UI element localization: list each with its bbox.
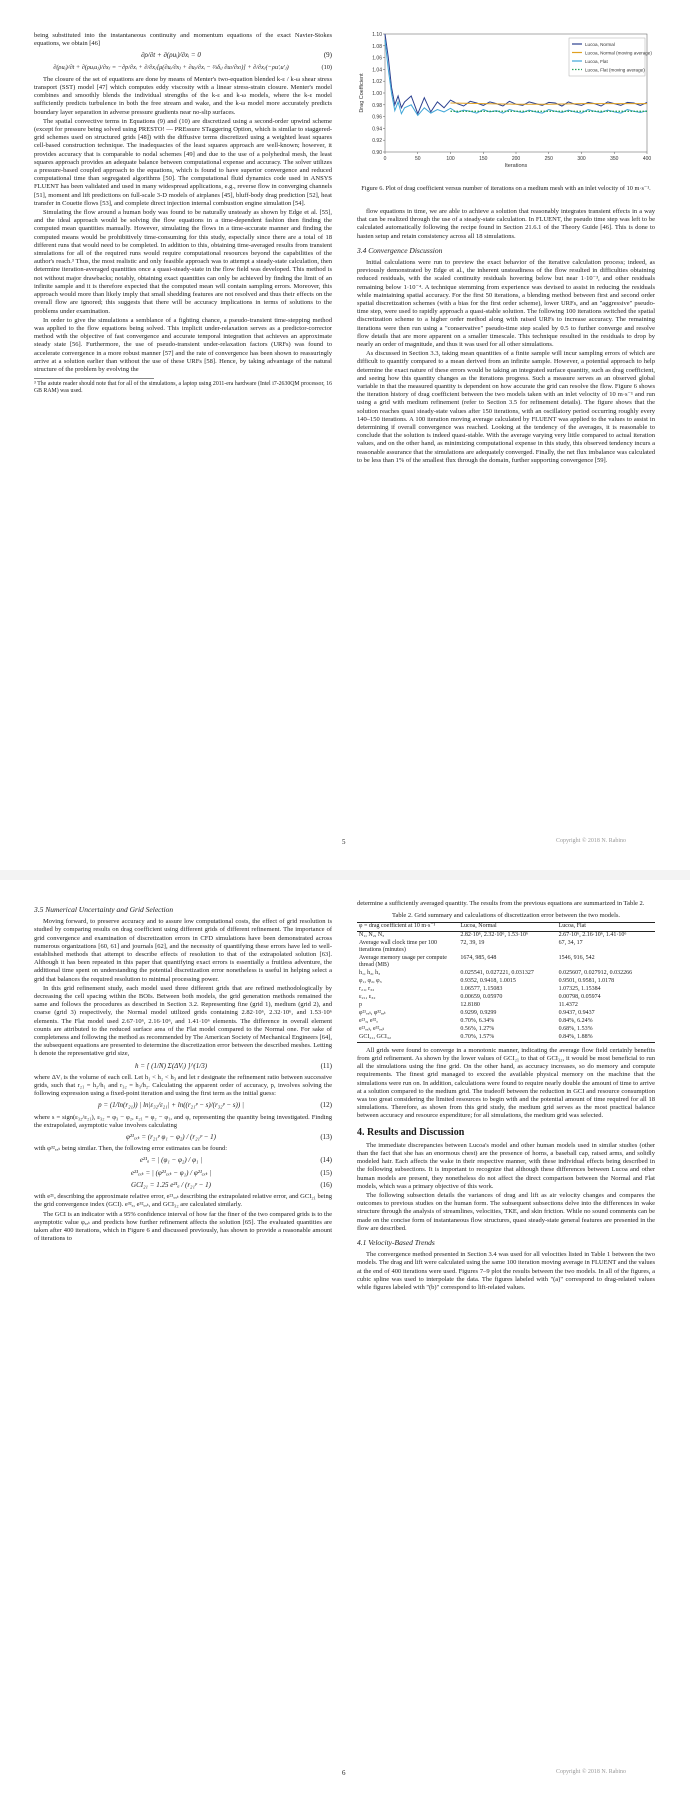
y-tick-label: 1.10: [372, 32, 382, 38]
equation-number: (16): [320, 1180, 332, 1189]
x-tick-label: 0: [383, 156, 387, 162]
x-tick-label: 100: [446, 156, 455, 162]
equation-body: GCI₂₁ = 1.25 e²¹ₐ / (r₂₁ᵖ − 1): [131, 1180, 211, 1189]
table-header-row: [357, 922, 655, 931]
left-column: [34, 900, 332, 1244]
y-axis-label: Drag Coefficient: [359, 73, 365, 113]
section-heading: 4. Results and Discussion: [357, 1126, 465, 1138]
equation-body: e²¹ₐ = | (φ₁ − φ₂) / φ₁ |: [139, 1156, 203, 1165]
table-row-label: φ₁, φ₂, φ₃: [359, 978, 382, 985]
y-tick-label: 0.92: [372, 138, 382, 145]
table-row: [357, 955, 655, 970]
paragraph: Simulating the flow around a human body was found to be naturally unsteady as shown by Edge et al. [55], and the ideal approach would be solving the flow equations in a time-dependent fashion then finding the computed mean quantities manually. However, simulating the flows in a time-accurate manner and finding the computed means would be prohibitively time-consuming for this study, especially since there are a total of 18 different runs that would need to be completed. In addition to this, obtaining time-averaged results from transient simulations for all of the required runs would require computational resources beyond the capabilities of the author's reach.³ Thus, the most realistic and only feasible approach was to attempt a steady-state calculation, then determine iteration-averaged quantities once a quasi-steady-state in the flow field was developed. This method is not without major drawbacks; notably, obtaining exact quantities can only be achieved by finding the limit of an infinite sample and it is therefore expected that the computed mean will contain sampling errors. Moreover, this approach would more than likely imply that small shedding features are not resolved and thus their effects on the overall flow are ignored; this suggests that there will be accuracy implications in terms of solutions to the problems under examination.: [34, 209, 332, 315]
section-heading: 4.1 Velocity-Based Trends: [357, 1238, 435, 1248]
paragraph: being substituted into the instantaneous continuity and momentum equations of the exact Navier-Stokes equations, we obtain [46]: [34, 32, 332, 48]
drag-coefficient-chart: [357, 30, 655, 178]
y-tick-label: 1.06: [372, 55, 382, 62]
paragraph: The convergence method presented in Section 3.4 was used for all velocities listed in Table 1 between the two models. The drag and lift were calculated using the same 100 iteration moving average in FLUENT and the values at the end of 400 iterations were used. Figures 7–9 plot the results between the two models. In all of the figures, a cubic spline was used to interpolate the data. The figures labeled with "(a)" correspond to drag-related values while figures labeled with "(b)" correspond to lift-related values.: [357, 1251, 655, 1292]
paragraph: determine a sufficiently averaged quantity. The results from the previous equations are summarized in Table 2.: [357, 900, 645, 907]
table-row-label: GCI₂₁, GCI₃₂: [357, 1034, 458, 1043]
paragraph: flow equations in time, we are able to achieve a solution that reasonably integrates transient effects in a way that can be realized through the use of a steady-state calculation. In FLUENT, the pseudo time step was left to be calculated automatically following the recipe found in Section 21.6.1 of the Theory Guide [46]. This is done to hasten setup and retain consistency across all 18 simulations.: [357, 208, 655, 240]
series-line-2: [451, 103, 648, 104]
right-column: [357, 900, 655, 1293]
table-header: Lucoa, Normal: [458, 922, 556, 931]
x-tick-label: 300: [577, 156, 586, 162]
equation-number: (10): [321, 63, 332, 71]
equation-9: [34, 51, 332, 59]
right-column: [357, 208, 655, 466]
table-row-label: h₁, h₂, h₃: [359, 970, 381, 977]
equation-15: [34, 1169, 332, 1177]
table-row-label: N₁, N₂, N₃: [359, 932, 385, 939]
table-cell: 0.9299, 0.9299: [460, 1010, 497, 1017]
equation-number: (15): [320, 1168, 332, 1177]
paragraph: The following subsection details the variances of drag and lift as air velocity changes and compares the outcomes to previous studies on the human form. The subsequent subsections delve into the differences in wake structure through the analysis of streamlines, velocities, TKE, and skin friction. While no sound comments can be made on the concise form of instantaneous flow structures, quasi steady-state general features are presented in the flow are described.: [357, 1192, 655, 1232]
grid-summary-table: [357, 922, 655, 1043]
paragraph: The spatial convective terms in Equations (9) and (10) are discretized using a second-order upwind scheme (except for pressure being solved using PRESTO! — PREssure STaggering Option, which is similar to staggered-grid schemes used on structured grids [48]) with the diffusive terms discretized using a weighted least squares cell-based construction technique. The inadequacies of the least squares approach are well-known; however, it provides accuracy that is comparable to nodal schemes [49] and due to the use of a polyhedral mesh, the least squares approach provides an adequate balance between computational expense and accuracy. The solver utilizes a pressure-based coupled approach to the equations, which is found to have superior convergence and reduced computational time than segregated algorithms [50]. The computational fluid dynamics code used in ANSYS FLUENT has been validated and used in many widespread applications, e.g., reverse flow in converging channels [51], moment and lift predictions on full-scale 3-D models of airplanes [45], bluff-body drag prediction [52], heat transfer in Couette flows [53], and complete direct injection internal combustion engine simulation [54].: [34, 117, 332, 207]
table-cell: 1546, 916, 542: [558, 955, 595, 962]
equation-number: (9): [323, 51, 332, 60]
paragraph: Initial calculations were run to preview the exact behavior of the iterative calculation process; indeed, as previously demonstrated by Edge et al., the inherent unsteadiness of the flow resulted in difficulties obtaining reduced residuals, with the scaled continuity residuals hovering below but near 1·10⁻³, and other residuals remaining below 1·10⁻⁴. A technique stemming from experience was devised to assist in reducing the residuals while maintaining spatial accuracy. For the first 50 iterations, a blending method between first and second order spatial discretization schemes (with a bias for the first order scheme), lower URFs, and an "aggressive" pseudo-time step, were used to rapidly approach a quasi-stable solution. The following 100 iterations switched the spatial discretization scheme to a higher order method along with raised URFs to increase accuracy. The remaining iterations were then run using a "conservative" pseudo-time step scaled by 0.5 to further converge and resolve flow details that are more apparent on a smaller timescale. This technique resulted in the residuals to drop by nearly an order of magnitude, and thus it was used for all other simulations.: [357, 259, 655, 349]
table-row: [357, 940, 655, 955]
table-row: [357, 994, 655, 1002]
equation-12: [34, 1101, 332, 1109]
legend-label: Lucoa, Normal (moving average): [585, 50, 652, 56]
table-caption: Table 2. Grid summary and calculations of discretization error between the two models.: [391, 912, 621, 920]
paragraph: As discussed in Section 3.3, taking mean quantities of a finite sample will incur sampling errors of which are difficult to quantify compared to a mean derived from an infinite sample. However, a potential approach to help determine the exact nature of these errors would be taking an integrated surface quantity, such as drag coefficient, and seeing how this quantity changes as the iterations progress. Such a measure serves as an observed global variable in that the measured quantity is dependent on how accurate the grid can resolve the flow. Figure 6 shows the iteration history of drag coefficient between the two models taken with an inlet velocity of 10 m·s⁻¹ and run using a grid with medium refinement (refer to Section 3.5 for refinement details). The figure shows that the solution reaches quasi steady-state values after 150 iterations, with an oscillatory period occurring roughly every 140–150 iterations. A 100 iteration moving average calculated by FLUENT was applied to the values to assist in determining if overall convergence was reached. Looking at the tendency of the averages, it is reasonable to conclude that the solution is indeed quasi-stable. With the average varying very little compared to actual iteration values, and on the other hand, as minimizing computational expense in this study, this observed tendency incurs a reasonable assurance that the simulations are adequately converged. Finally, the net flux imbalance was calculated to be less than 1% of the smallest flux through the domain, further supporting convergence [59].: [357, 350, 655, 464]
figure-caption: Figure 6. Plot of drag coefficient versus number of iterations on a medium mesh with an inlet velocity of 10 m·s⁻¹.: [361, 185, 651, 192]
table-row: [357, 970, 655, 978]
y-tick-label: 1.04: [372, 67, 382, 74]
paragraph: where s = sign(ε₃₂/ε₂₁), ε₃₂ = φ₃ − φ₂, ε₂₁ = φ₂ − φ₁, and φ, representing the quantity being investigated. Finding the extrapolated, asymptotic value involves calculating: [34, 1113, 332, 1129]
equation-number: (12): [320, 1101, 332, 1110]
paragraph: All grids were found to converge in a monotonic manner, indicating the average flow field certainly benefits from grid refinement. As shown by the lower values of GCI₂₁ to that of GCI₃₂, it would be most beneficial to run all the simulations using the fine grid. On the other hand, as accuracy increases, so do memory and compute requirements. The finest grid managed to exceed the available physical memory on the machine that the simulations were run on. In addition, calculations were found to require nearly double the amount of time to arrive at a solution compared to the medium grid. The tradeoff between the reduction in GCI and resource consumption was too great considering the limited resources to begin with and the potential amount of time required for all 18 simulations. Therefore, as shown from this grid study, the medium grid serves as the most practical balance between accuracy and resource expenditure; for all simulations, the medium grid was selected.: [357, 1046, 655, 1120]
table-cell: 0.68%, 1.53%: [558, 1026, 593, 1033]
paragraph: where ΔVᵢ is the volume of each cell. Let h₁ < h₂ < h₃ and let r designate the refinement ratio between successive grids, such that r₂₁ = h₂/h₁ and r₃₂ = h₃/h₂. Calculating the apparent order of accuracy, p, involves solving the following expression using a fixed-point iteration and using the first term as the initial guess:: [34, 1073, 332, 1098]
table-row: [357, 1002, 655, 1010]
page-5: [0, 0, 690, 880]
table-row-label: e²¹ₐ, e³²ₐ: [359, 1018, 378, 1025]
paragraph: In this grid refinement study, each model used three different grids that are refined methodologically by decreasing the cell spacing within the BOIs. Between both models, the grid generation methods remained the same and follows the procedures as described in Section 3.2. Representing fine (grid 1), medium (grid 2), and coarse (grid 3) respectively, the Normal model utilized grids containing 2.82·10⁶, 2.32·10⁶, and 1.53·10⁶ elements. The Flat model used 2.67·10⁶, 2.16·10⁶, and 1.41·10⁶ elements. The difference in overall element counts are attributed to the reduced surface area of the Flat model compared to the Normal one. For sake of completeness and following the method as recommended by The American Society of Mechanical Engineers [64], the subsequent equations are presented to determine the discretization error between the described meshes. Letting h denote the representative grid size,: [34, 984, 332, 1058]
section-heading: 3.5 Numerical Uncertainty and Grid Selection: [34, 905, 174, 914]
paragraph: The GCI is an indicator with a 95% confidence interval of how far the finer of the two compared grids is to the asymptotic value φₑₓₜ and predicts how further refinement affects the solution [65]. The evaluated quantities are taken after 400 iterations, which in Figure 6 and discussed previously, has shown to provide a reasonable amount of iterations to: [34, 1210, 332, 1243]
table-cell: 0.00659, 0.05970: [460, 994, 503, 1001]
table-cell: 0.84%, 6.24%: [558, 1018, 593, 1025]
copyright: Copyright © 2018 N. Rabino: [556, 838, 627, 844]
table-cell: 1.06577, 1.15083: [460, 986, 503, 993]
paragraph: In order to give the simulations a semblance of a fighting chance, a pseudo-transient time-stepping method was applied to the flow equations being solved. This implicit under-relaxation serves as a predictor-corrector method with the objective of fast convergence and accurate temporal integration that achieves an approximate steady state [56]. Furthermore, the use of pseudo-transient under-relaxation factors (URFs) was found to accelerate convergence in a more robust manner [57] and the rate of convergence has been shown to reassuringly arrive at a solution earlier than without the use of these URFs [58]. Hence, by taking advantage of the natural structure of the problem by evolving the: [34, 316, 332, 373]
table-row: [357, 931, 655, 940]
x-tick-label: 400: [642, 156, 652, 162]
table-cell: 0.70%, 6.34%: [460, 1018, 495, 1025]
footnote-text: ³ The astute reader should note that for all of the simulations, a laptop using 2011-era hardware (Intel i7-2630QM processor, 16 GB RAM) was used.: [34, 381, 332, 395]
paragraph: The closure of the set of equations are done by means of Menter's two-equation blended k-ε / k-ω shear stress transport (SST) model [47] which computes eddy viscosity with a linear stress-strain closure. Menter's model combines and smoothly blends the individual strengths of the k-ε and k-ω models, where the k-ε model sufficiently predicts turbulence in both the free stream and wake, and the k-ω model more accurately predicts boundary layer separation in adverse pressure gradients near no-slip surfaces.: [34, 75, 332, 116]
table-cell: 0.025541, 0.027221, 0.031327: [460, 970, 534, 977]
x-tick-label: 250: [544, 156, 553, 162]
table-row-label: ε₂₁, ε₃₂: [359, 994, 376, 1001]
x-axis-label: Iterations: [504, 163, 528, 169]
table-row: [357, 986, 655, 994]
table-cell: 0.56%, 1.27%: [460, 1026, 495, 1033]
equation-number: (13): [320, 1133, 332, 1142]
section-heading: 3.4 Convergence Discussion: [357, 245, 443, 255]
y-tick-label: 0.90: [372, 150, 382, 156]
legend-label: Lucoa, Flat (moving average): [585, 67, 645, 73]
equation-11: [34, 1062, 332, 1070]
table-row: [357, 1034, 655, 1043]
table-cell: 0.9437, 0.9437: [558, 1010, 595, 1017]
paragraph: with φ³²ₑₓₜ being similar. Then, the following error estimates can be found:: [34, 1145, 228, 1153]
y-tick-label: 0.94: [372, 126, 382, 133]
table-cell: 0.025607, 0.027912, 0.032266: [558, 970, 633, 977]
table-row-label: Average memory usage per compute thread (MB): [359, 955, 447, 969]
equation-body: ∂(ρuᵢ)/∂t + ∂(ρuᵢuⱼ)/∂xⱼ = −∂p/∂xᵢ + ∂/∂xⱼ[μ(∂uᵢ/∂xⱼ + ∂uⱼ/∂xᵢ − ⅔δᵢⱼ ∂uₗ/∂xₗ)] + ∂/∂xⱼ(−ρu′ᵢu′ⱼ): [53, 63, 289, 71]
page-number: 6: [342, 1769, 346, 1777]
table-cell: 67, 34, 17: [558, 940, 583, 947]
table-header: Lucoa, Flat: [557, 922, 655, 931]
paragraph: The immediate discrepancies between Lucoa's model and other human models used in similar studies (other than the fact that she has an enormous chest) are the presence of horns, a baseball cap, raised arms, and solidly modeled hair. Each affects the wake in their respective manner, with these individual effects being described in the following subsections. It is important to recognize that although these differences between Lucoa and other human models are present, they nonetheless do not affect the direct comparison between the Normal and Flat models, which was a primary objective of this work.: [357, 1141, 655, 1190]
table-row-label: Average wall clock time per 100 iterations (minutes): [359, 940, 438, 954]
left-column: [34, 32, 332, 395]
table-cell: 0.84%, 1.88%: [557, 1034, 655, 1043]
table-header: φ = drag coefficient at 10 m·s⁻¹: [357, 922, 458, 931]
table-cell: 0.9352, 0.9418, 1.0015: [460, 978, 516, 985]
table-cell: 12.8180: [460, 1002, 480, 1009]
table-row-label: r₂₁, r₃₂: [359, 986, 375, 993]
table-row-label: p: [359, 1002, 362, 1009]
table-cell: 11.4372: [558, 1002, 578, 1009]
table-row: [357, 978, 655, 986]
paragraph: with e²¹ₐ describing the approximate relative error, e²¹ₑₓₜ describing the extrapolated relative error, and GCI₂₁ being the grid convergence index (GCI). e³²ₐ, e³²ₑₓₜ, and GCI₃₂ are calculated similarly.: [34, 1193, 332, 1209]
table-cell: 2.82·10⁶, 2.32·10⁶, 1.53·10⁶: [460, 932, 529, 939]
equation-body: ∂ρ/∂t + ∂(ρuᵢ)/∂xᵢ = 0: [141, 51, 201, 60]
figure-6: [357, 30, 655, 190]
copyright: Copyright © 2018 N. Rabino: [556, 1769, 627, 1775]
page-separator: [0, 870, 690, 880]
equation-number: (14): [320, 1156, 332, 1165]
x-tick-label: 50: [414, 156, 421, 162]
equation-16: [34, 1181, 332, 1189]
equation-body: h = [ (1/N) Σ(ΔVᵢ) ]^(1/3): [134, 1061, 208, 1070]
legend-label: Lucoa, Normal: [585, 41, 615, 47]
equation-13: [34, 1133, 332, 1141]
y-tick-label: 1.02: [372, 79, 382, 86]
table-cell: 72, 39, 19: [460, 940, 485, 947]
table-row: [357, 1010, 655, 1018]
y-tick-label: 1.08: [372, 43, 382, 50]
equation-number: (11): [320, 1061, 332, 1070]
equation-14: [34, 1156, 332, 1164]
table-row: [357, 1026, 655, 1034]
table-row-label: e²¹ₑₓₜ, e³²ₑₓₜ: [359, 1026, 385, 1033]
table-cell: 1.07325, 1.15384: [558, 986, 601, 993]
footnote: [34, 378, 332, 395]
equation-body: e²¹ₑₓₜ = | (φ²¹ₑₓₜ − φ₁) / φ²¹ₑₓₜ |: [130, 1168, 212, 1177]
table-row-label: φ²¹ₑₓₜ, φ³²ₑₓₜ: [359, 1010, 386, 1017]
table-row: [357, 1018, 655, 1026]
y-tick-label: 1.00: [372, 91, 382, 97]
table-cell: 0.9501, 0.9581, 1.0178: [558, 978, 615, 985]
legend-label: Lucoa, Flat: [585, 58, 608, 64]
paragraph: Moving forward, to preserve accuracy and to assure low computational costs, the effect of grid resolution is studied by comparing results on drag coefficient using different grids of different refinement. The importance of grid convergence and examination of discretization errors in CFD simulations have been demonstrated across numerous organizations [60, 61] and journals [62], and the necessity of quantifying these errors have led to well-established methods that attempt to describe effects of resolution to that of the extrapolated solution [63]. Although it has been repeated in this paper that quantifying exact errors is essentially a fruitless adventure, the additional time spent on understanding the potential discretization error nonetheless is useful in helping select a grid that balances the required resolution to minimal processing power.: [34, 918, 332, 983]
page-number: 5: [342, 838, 346, 846]
equation-body: p = (1/ln(r₂₁)) | ln|ε₃₂/ε₂₁| + ln((r₂₁ᵖ − s)/(r₃₂ᵖ − s)) |: [98, 1101, 244, 1110]
equation-10: [34, 64, 332, 72]
x-tick-label: 200: [511, 156, 521, 162]
table-cell: 2.67·10⁶, 2.16·10⁶, 1.41·10⁶: [558, 932, 627, 939]
page-6: [0, 880, 690, 1799]
equation-body: φ²¹ₑₓₜ = (r₂₁ᵖ φ₁ − φ₂) / (r₂₁ᵖ − 1): [125, 1133, 217, 1142]
table-cell: 0.70%, 1.57%: [458, 1034, 556, 1043]
y-tick-label: 0.96: [372, 114, 382, 121]
x-tick-label: 350: [610, 156, 619, 162]
table-cell: 0.00798, 0.05974: [558, 994, 601, 1001]
table-cell: 1674, 985, 648: [460, 955, 497, 962]
y-tick-label: 0.98: [372, 102, 382, 109]
x-tick-label: 150: [479, 156, 488, 162]
